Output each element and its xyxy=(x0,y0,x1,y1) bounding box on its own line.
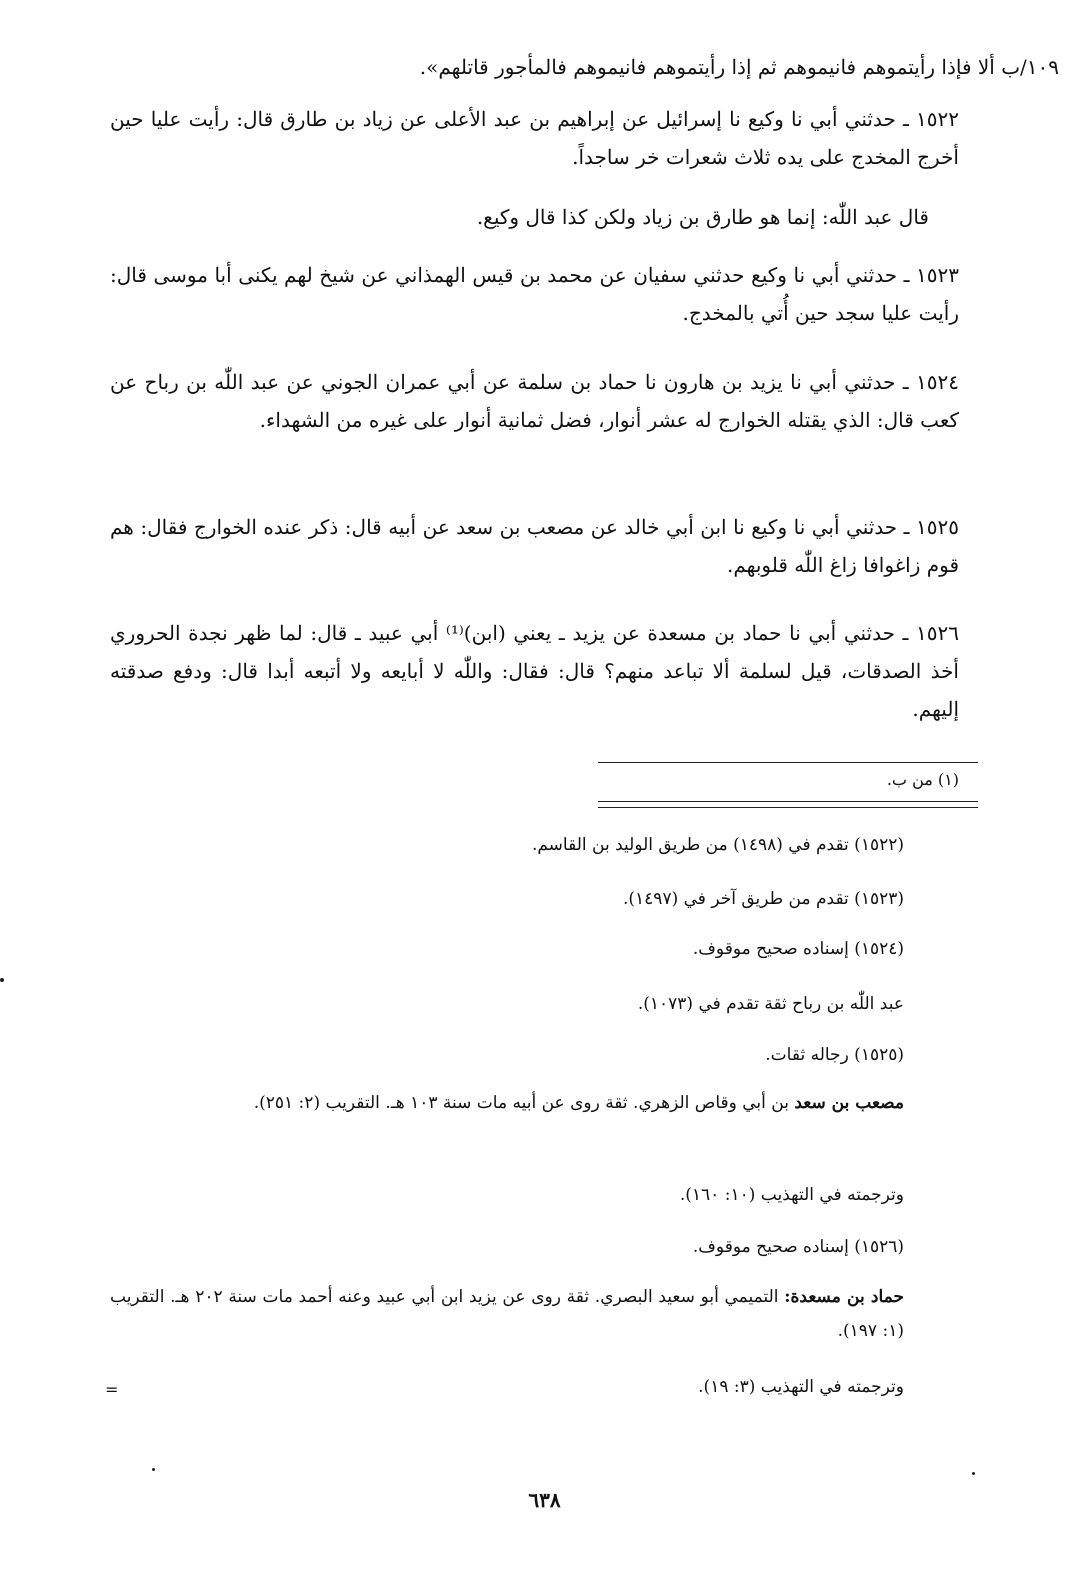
note-1525: (١٥٢٥) رجاله ثقات. xyxy=(765,1045,904,1065)
notes-rule-top xyxy=(598,801,978,802)
hadith-1526: ١٥٢٦ ـ حدثني أبي نا حماد بن مسعدة عن يزيد ـ يعني (ابن)⁽¹⁾ أبي عبيد ـ قال: لما ظهر نجدة الحروري أخذ الصدقات، قيل لسلمة ألا تباعد منهم؟ قال: فقال: واللّٰه لا أبايعه ولا أتبعه أبدا قال: ودفع صدقته إليهم. xyxy=(110,621,959,721)
note-1523: (١٥٢٣) تقدم من طريق آخر في (١٤٩٧). xyxy=(623,889,904,909)
note-musab-tahdhib: وترجمته في التهذيب (١٠: ١٦٠). xyxy=(679,1185,904,1205)
page-number: ٦٣٨ xyxy=(528,1488,561,1512)
hadith-1524: ١٥٢٤ ـ حدثني أبي نا يزيد بن هارون نا حماد بن سلمة عن أبي عمران الجوني عن عبد اللّٰه بن رباح عن كعب قال: الذي يقتله الخوارج له عشر أنوار، فضل ثمانية أنوار على غيره من الشهداء. xyxy=(110,370,959,432)
note-hammad-tahdhib: وترجمته في التهذيب (٣: ١٩). xyxy=(698,1377,904,1397)
scan-speck xyxy=(152,1468,155,1471)
footnote-rule xyxy=(598,762,978,763)
footnote: (١) من ب. xyxy=(886,770,959,789)
hammad-name: حماد بن مسعدة: xyxy=(784,1287,905,1307)
comment-1522: قال عبد اللّٰه: إنما هو طارق بن زياد ولكن كذا قال وكيع. xyxy=(476,205,929,229)
note-1522: (١٥٢٢) تقدم في (١٤٩٨) من طريق الوليد بن القاسم. xyxy=(531,835,904,855)
note-1524: (١٥٢٤) إسناده صحيح موقوف. xyxy=(692,939,904,959)
scan-speck xyxy=(972,1472,975,1475)
hadith-1523: ١٥٢٣ ـ حدثني أبي نا وكيع حدثني سفيان عن محمد بن قيس الهمذاني عن شيخ لهم يكنى أبا موسى قال: رأيت عليا سجد حين أُتي بالمخدج. xyxy=(110,263,959,325)
top-line: ١٠٩/ب ألا فإذا رأيتموهم فانيموهم ثم إذا رأيتموهم فانيموهم فالمأجور قاتلهم». xyxy=(419,55,1059,79)
note-musab xyxy=(110,1086,904,1120)
continuation-mark: = xyxy=(105,1380,119,1399)
scan-speck xyxy=(0,978,4,982)
hammad-text: التميمي أبو سعيد البصري. ثقة روى عن يزيد ابن أبي عبيد وعنه أحمد مات سنة ٢٠٢ هـ. التقريب (١: ١٩٧). xyxy=(110,1287,904,1341)
note-hammad xyxy=(110,1280,904,1348)
note-1526: (١٥٢٦) إسناده صحيح موقوف. xyxy=(692,1237,904,1257)
musab-text: بن أبي وقاص الزهري. ثقة روى عن أبيه مات سنة ١٠٣ هـ. التقريب (٢: ٢٥١). xyxy=(253,1093,789,1113)
hadith-1522: ١٥٢٢ ـ حدثني أبي نا وكيع نا إسرائيل عن إبراهيم بن عبد الأعلى عن زياد بن طارق قال: رأيت عليا حين أخرج المخدج على يده ثلاث شعرات خر ساجداً. xyxy=(110,107,959,169)
note-1524-rabah: عبد اللّٰه بن رباح ثقة تقدم في (١٠٧٣). xyxy=(637,994,904,1014)
hadith-1525: ١٥٢٥ ـ حدثني أبي نا وكيع نا ابن أبي خالد عن مصعب بن سعد عن أبيه قال: ذكر عنده الخوارج فقال: هم قوم زاغوافا زاغ اللّٰه قلوبهم. xyxy=(110,515,959,577)
notes-rule-bottom xyxy=(598,807,978,808)
musab-name: مصعب بن سعد xyxy=(794,1093,904,1113)
